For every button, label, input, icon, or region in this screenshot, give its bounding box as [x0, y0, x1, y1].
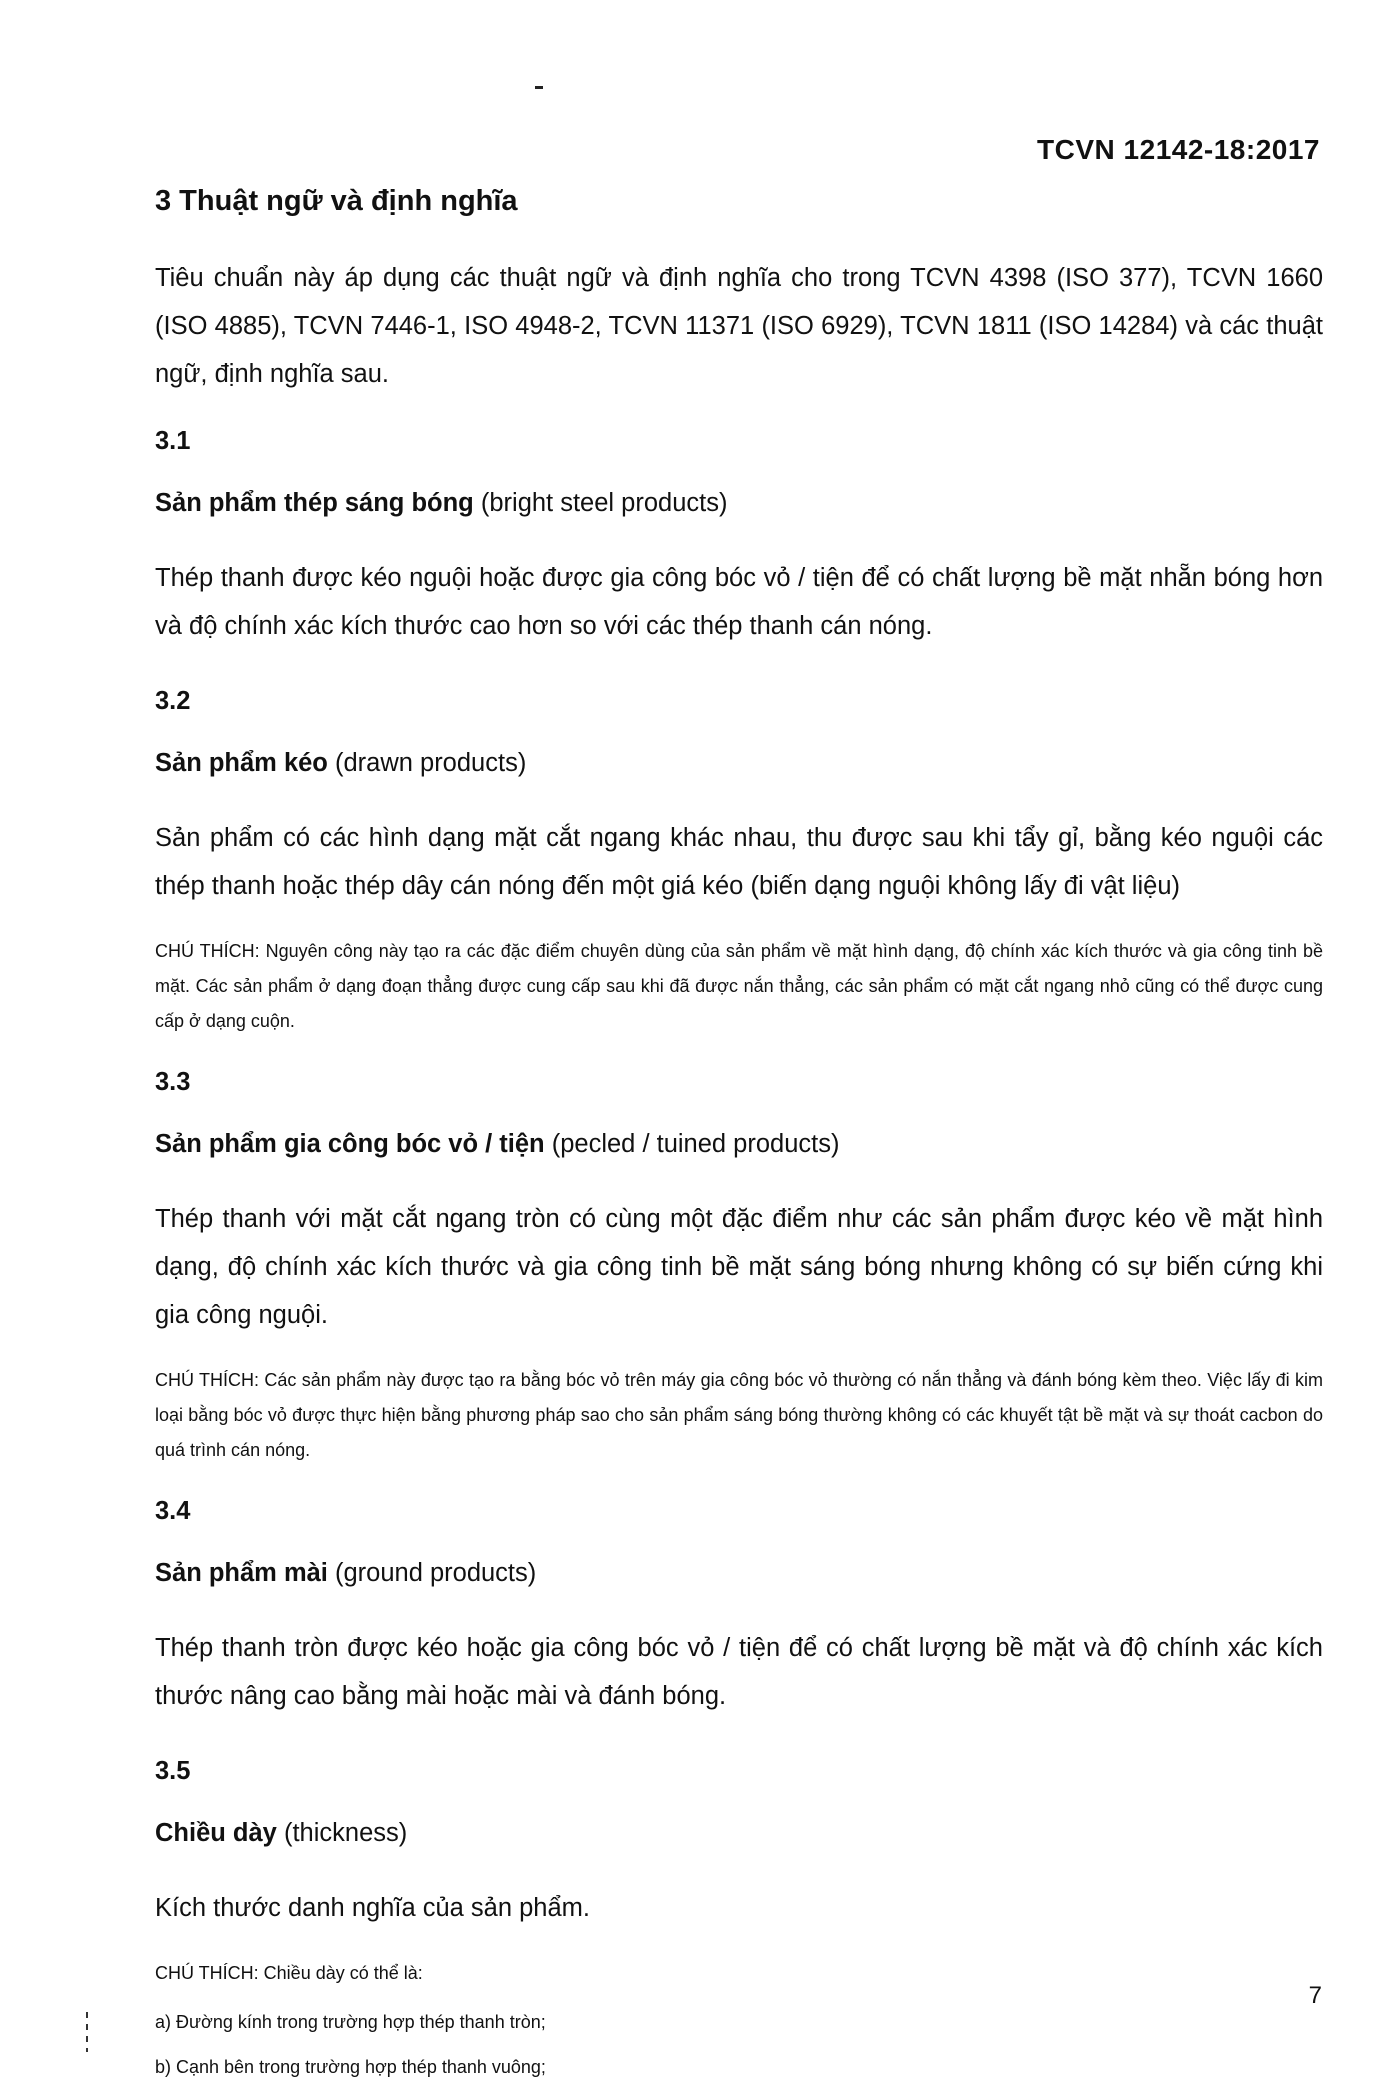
term-english: (pecled / tuined products) — [551, 1130, 840, 1158]
term-name: Sản phẩm gia công bóc vỏ / tiện — [155, 1130, 545, 1158]
term-block-3-1 — [155, 422, 1323, 650]
term-title — [155, 744, 1323, 782]
standard-code-header: TCVN 12142-18:2017 — [1037, 134, 1320, 165]
page-content — [155, 185, 1323, 2085]
term-block-3-3 — [155, 1063, 1323, 1468]
term-name: Sản phẩm thép sáng bóng — [155, 489, 474, 517]
term-name: Sản phẩm mài — [155, 1559, 328, 1587]
term-note: CHÚ THÍCH: Các sản phẩm này được tạo ra bằng bóc vỏ trên máy gia công bóc vỏ thường có nắn thẳng và đánh bóng kèm theo. Việc lấy đi kim loại bằng bóc vỏ được thực hiện bằng phương pháp sao cho sản phẩm sáng bóng thường không có các khuyết tật bề mặt và sự thoát cacbon do quá trình cán nóng. — [155, 1370, 1323, 1460]
term-english: (drawn products) — [334, 749, 527, 777]
term-note: CHÚ THÍCH: Chiều dày có thể là: — [155, 1963, 423, 1983]
term-title — [155, 1125, 1323, 1163]
term-name: Sản phẩm kéo — [155, 749, 328, 777]
page-number: 7 — [1308, 1982, 1322, 2009]
term-number: 3.2 — [155, 687, 191, 715]
scan-margin-mark — [86, 2012, 88, 2052]
term-definition: Thép thanh với mặt cắt ngang tròn có cùng một đặc điểm như các sản phẩm được kéo về mặt hình dạng, độ chính xác kích thước và gia công tinh bề mặt sáng bóng nhưng không có sự biến cứng khi gia công nguội. — [155, 1205, 1323, 1329]
term-block-3-5 — [155, 1752, 1323, 2085]
term-title — [155, 1554, 1323, 1592]
term-title — [155, 1814, 1323, 1852]
term-name: Chiều dày — [155, 1819, 277, 1847]
term-block-3-2 — [155, 682, 1323, 1039]
term-number: 3.4 — [155, 1497, 191, 1525]
term-definition: Thép thanh được kéo nguội hoặc được gia công bóc vỏ / tiện để có chất lượng bề mặt nhẵn bóng hơn và độ chính xác kích thước cao hơn so với các thép thanh cán nóng. — [155, 564, 1323, 640]
term-note: CHÚ THÍCH: Nguyên công này tạo ra các đặc điểm chuyên dùng của sản phẩm về mặt hình dạng, độ chính xác kích thước và gia công tinh bề mặt. Các sản phẩm ở dạng đoạn thẳng được cung cấp sau khi đã được nắn thẳng, các sản phẩm có mặt cắt ngang nhỏ cũng có thể được cung cấp ở dạng cuộn. — [155, 941, 1323, 1031]
term-title — [155, 484, 1323, 522]
term-english: (thickness) — [283, 1819, 408, 1847]
thickness-note-item: b) Cạnh bên trong trường hợp thép thanh vuông; — [155, 2057, 546, 2077]
term-block-3-4 — [155, 1492, 1323, 1720]
section-intro: Tiêu chuẩn này áp dụng các thuật ngữ và định nghĩa cho trong TCVN 4398 (ISO 377), TCVN 1660 (ISO 4885), TCVN 7446-1, ISO 4948-2, TCVN 11371 (ISO 6929), TCVN 1811 (ISO 14284) và các thuật ngữ, định nghĩa sau. — [155, 264, 1323, 388]
scan-speck — [535, 86, 543, 89]
section-title: 3 Thuật ngữ và định nghĩa — [155, 185, 518, 217]
term-definition: Kích thước danh nghĩa của sản phẩm. — [155, 1894, 590, 1922]
term-english: (ground products) — [334, 1559, 537, 1587]
term-definition: Thép thanh tròn được kéo hoặc gia công bóc vỏ / tiện để có chất lượng bề mặt và độ chính xác kích thước nâng cao bằng mài hoặc mài và đánh bóng. — [155, 1634, 1323, 1710]
thickness-note-item: a) Đường kính trong trường hợp thép thanh tròn; — [155, 2012, 546, 2032]
term-number: 3.5 — [155, 1757, 191, 1785]
term-number: 3.1 — [155, 427, 191, 455]
term-definition: Sản phẩm có các hình dạng mặt cắt ngang khác nhau, thu được sau khi tẩy gỉ, bằng kéo nguội các thép thanh hoặc thép dây cán nóng đến một giá kéo (biến dạng nguội không lấy đi vật liệu) — [155, 824, 1323, 900]
term-number: 3.3 — [155, 1068, 191, 1096]
term-english: (bright steel products) — [480, 489, 728, 517]
